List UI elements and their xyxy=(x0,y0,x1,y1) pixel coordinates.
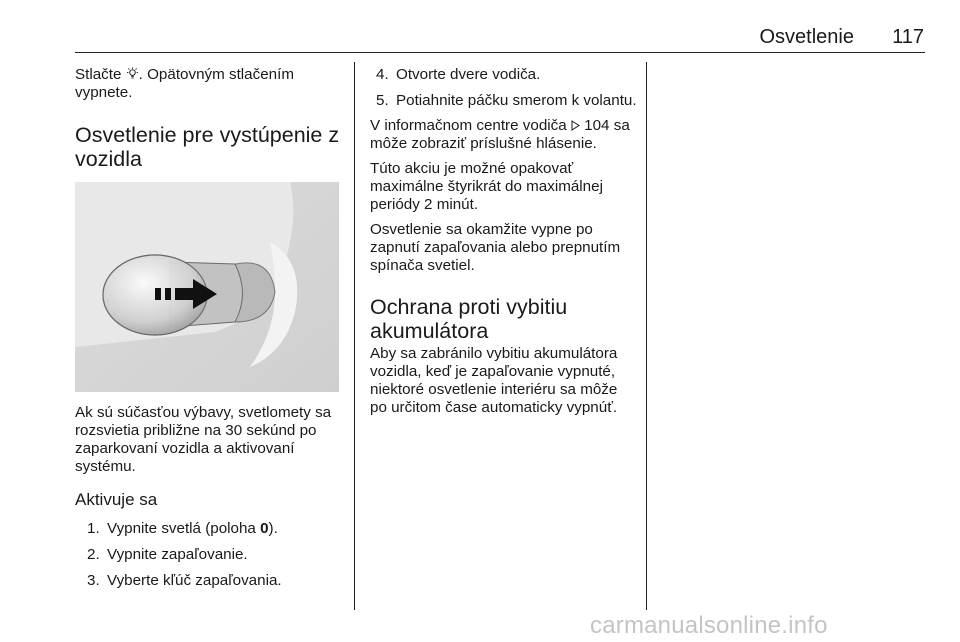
subheading-activation: Aktivuje sa xyxy=(75,490,158,509)
light-bulb-icon xyxy=(126,67,139,80)
column-1-lower xyxy=(75,404,343,590)
column-divider-left xyxy=(354,62,355,610)
repeat-paragraph: Túto akciu je možné opakovať maximálne štyrikrát do maximálnej periódy 2 minút. xyxy=(370,160,603,213)
exit-lighting-description: Ak sú súčasťou výbavy, svetlomety sa rozsvietia približne na 30 sekúnd po zaparkovaní vozidla a aktivovaní systému. xyxy=(75,404,332,475)
steps-list-2 xyxy=(370,66,638,110)
page-header xyxy=(75,26,924,51)
section-heading-exit-lighting: Osvetlenie pre vystúpenie z vozidla xyxy=(75,123,340,171)
page-number: 117 xyxy=(892,26,924,48)
arrow-right-outline-icon xyxy=(571,120,580,131)
intro-prefix: Stlačte xyxy=(75,66,122,83)
intro-suffix: . Opätovným stlačením vypnete. xyxy=(75,66,294,101)
info-center-paragraph: V informačnom centre vodiča 104 sa môže zobraziť príslušné hlásenie. xyxy=(370,117,630,152)
column-divider-right xyxy=(646,62,647,610)
battery-protection-paragraph: Aby sa zabránilo vybitiu akumulátora vozidla, keď je zapaľovanie vypnuté, niektoré osvetlenie interiéru sa môže po určitom čase automaticky vypnúť. xyxy=(370,345,618,416)
list-item: 2. Vypnite zapaľovanie. xyxy=(87,546,248,563)
header-divider xyxy=(75,52,925,53)
list-item: 1. Vypnite svetlá (poloha 0). xyxy=(87,520,278,537)
column-1 xyxy=(75,66,343,171)
watermark: carmanualsonline.info xyxy=(590,612,828,639)
column-2 xyxy=(370,66,638,417)
intro-paragraph xyxy=(75,66,343,102)
switch-off-paragraph: Osvetlenie sa okamžite vypne po zapnutí zapaľovania alebo prepnutím spínača svetiel. xyxy=(370,221,621,274)
list-item: 5. Potiahnite páčku smerom k volantu. xyxy=(376,92,637,109)
list-item: 4. Otvorte dvere vodiča. xyxy=(376,66,541,83)
list-item: 3. Vyberte kľúč zapaľovania. xyxy=(87,572,282,589)
steps-list-1 xyxy=(75,520,343,590)
section-heading-battery-protection: Ochrana proti vybitiu akumulátora xyxy=(370,295,568,343)
running-title: Osvetlenie xyxy=(759,26,854,48)
figure-lever-illustration xyxy=(75,182,339,392)
page-reference[interactable]: 104 xyxy=(584,117,610,134)
